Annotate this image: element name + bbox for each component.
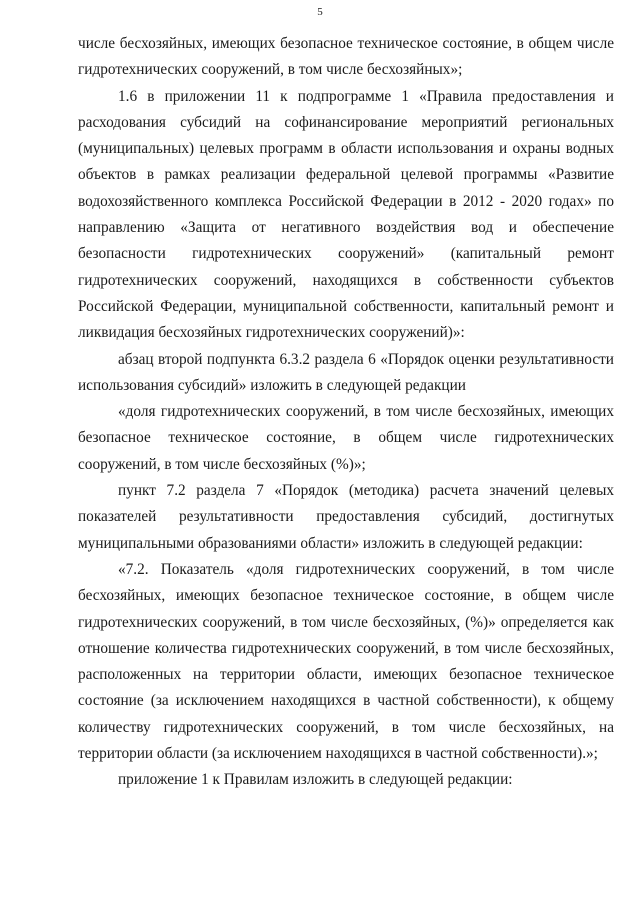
paragraph-quoted-indicator: «доля гидротехнических сооружений, в том числе бесхозяйных, имеющих безопасное техническое состояние, в общем числе гидротехнических сооружений, в том числе бесхозяйных (%)»; [78,403,614,473]
page-number: 5 [317,6,323,18]
paragraph-subclause-6-3-2: абзац второй подпункта 6.3.2 раздела 6 «Порядок оценки результативности использования субсидий» изложить в следующей редакции [78,350,614,394]
paragraph-quoted-7-2: «7.2. Показатель «доля гидротехнических сооружений, в том числе бесхозяйных, имеющих безопасное техническое состояние, в общем числе гидротехнических сооружений, в том числе бесхозяйных, (%)» определяется как отношение количества гидротехнических сооружений, в том числе бесхозяйных, расположенных на территории области, имеющих безопасное техническое состояние (за исключением находящихся в частной собственности), к общему количеству гидротехнических сооружений, в том числе бесхозяйных, на территории области (за исключением находящихся в частной собственности).»; [78,560,614,763]
paragraph-continuation: числе бесхозяйных, имеющих безопасное техническое состояние, в общем числе гидротехнических сооружений, в том числе бесхозяйных»; [78,35,614,79]
paragraph-amendment-1-6: 1.6 в приложении 11 к подпрограмме 1 «Правила предоставления и расходования субсидий на софинансирование мероприятий региональных (муниципальных) целевых программ в области использования и охраны водных объектов в рамках реализации федеральной целевой программы «Развитие водохозяйственного комплекса Российской Федерации в 2012 - 2020 годах» по направлению «Защита от негативного воздействия вод и обеспечение безопасности гидротехнических сооружений» (капитальный ремонт гидротехнических сооружений, находящихся в собственности субъектов Российской Федерации, муниципальной собственности, капитальный ремонт и ликвидация бесхозяйных гидротехнических сооружений)»: [78,87,614,342]
paragraph-clause-7-2: пункт 7.2 раздела 7 «Порядок (методика) расчета значений целевых показателей результативности предоставления субсидий, достигнутых муниципальными образованиями области» изложить в следующей редакции: [78,482,614,552]
paragraph-appendix-1: приложение 1 к Правилам изложить в следующей редакции: [118,771,513,789]
document-body [78,31,614,794]
